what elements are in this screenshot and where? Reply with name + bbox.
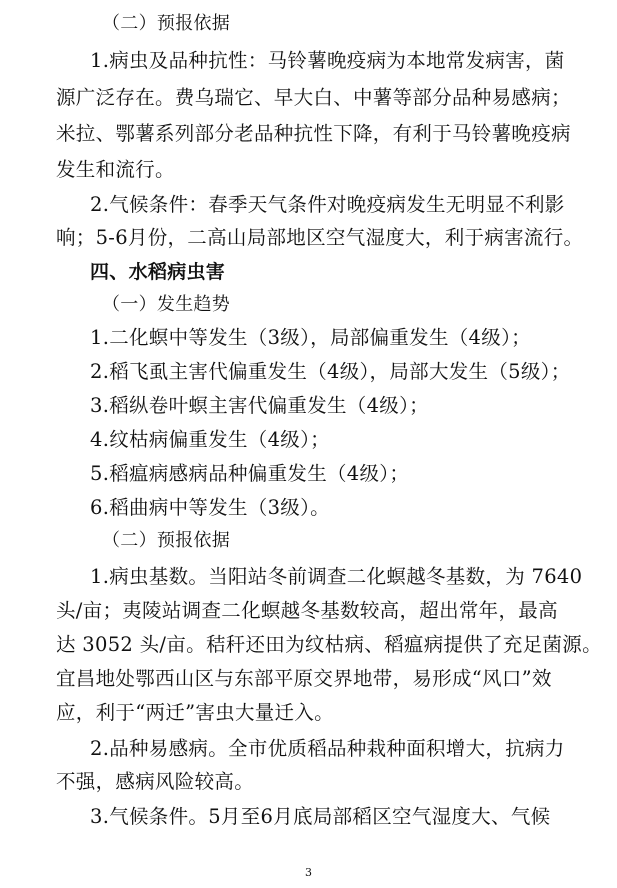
list-item-trend-4: 4.纹枯病偏重发生（4级）； (90, 428, 330, 451)
paragraph-potato-resistance-line-2: 源广泛存在。费乌瑞它、早大白、中薯等部分品种易感病； (56, 86, 571, 109)
paragraph-potato-resistance-line-1: 1.病虫及品种抗性：马铃薯晚疫病为本地常发病害，菌 (90, 49, 565, 72)
subheading-occurrence-trend: （一）发生趋势 (102, 294, 231, 315)
paragraph-pest-base-line-4: 宜昌地处鄂西山区与东部平原交界地带，易形成“风口”效 (56, 667, 552, 690)
paragraph-potato-resistance-line-4: 发生和流行。 (56, 158, 175, 181)
paragraph-pest-base-line-1: 1.病虫基数。当阳站冬前调查二化螟越冬基数，为 7640 (90, 565, 583, 588)
paragraph-pest-base-line-3: 达 3052 头/亩。秸秆还田为纹枯病、稻瘟病提供了充足菌源。 (56, 633, 602, 656)
list-item-trend-1: 1.二化螟中等发生（3级），局部偏重发生（4级）； (90, 326, 531, 349)
paragraph-pest-base-line-5: 应，利于“两迁”害虫大量迁入。 (56, 701, 334, 724)
subheading-forecast-basis-potato: （二）预报依据 (102, 13, 231, 34)
list-item-trend-5: 5.稻瘟病感病品种偏重发生（4级）； (90, 462, 410, 485)
subheading-forecast-basis-rice: （二）预报依据 (102, 530, 231, 551)
paragraph-variety-line-2: 不强，感病风险较高。 (56, 770, 255, 793)
list-item-trend-2: 2.稻飞虱主害代偏重发生（4级），局部大发生（5级）； (90, 360, 571, 383)
page-number: 3 (305, 866, 312, 879)
paragraph-potato-climate-line-2: 响；5-6月份，二高山局部地区空气湿度大，利于病害流行。 (56, 226, 584, 249)
paragraph-potato-resistance-line-3: 米拉、鄂薯系列部分老品种抗性下降，有利于马铃薯晚疫病 (56, 122, 571, 145)
list-item-trend-6: 6.稻曲病中等发生（3级）。 (90, 496, 330, 519)
paragraph-pest-base-line-2: 头/亩；夷陵站调查二化螟越冬基数较高，超出常年，最高 (56, 599, 558, 622)
section-heading-rice-pests: 四、水稻病虫害 (90, 261, 226, 283)
list-item-trend-3: 3.稻纵卷叶螟主害代偏重发生（4级）； (90, 394, 429, 417)
paragraph-potato-climate-line-1: 2.气候条件：春季天气条件对晚疫病发生无明显不利影 (90, 193, 565, 216)
paragraph-variety-line-1: 2.品种易感病。全市优质稻品种栽种面积增大，抗病力 (90, 737, 565, 760)
paragraph-rice-climate-line-1: 3.气候条件。5月至6月底局部稻区空气湿度大、气候 (90, 805, 551, 828)
